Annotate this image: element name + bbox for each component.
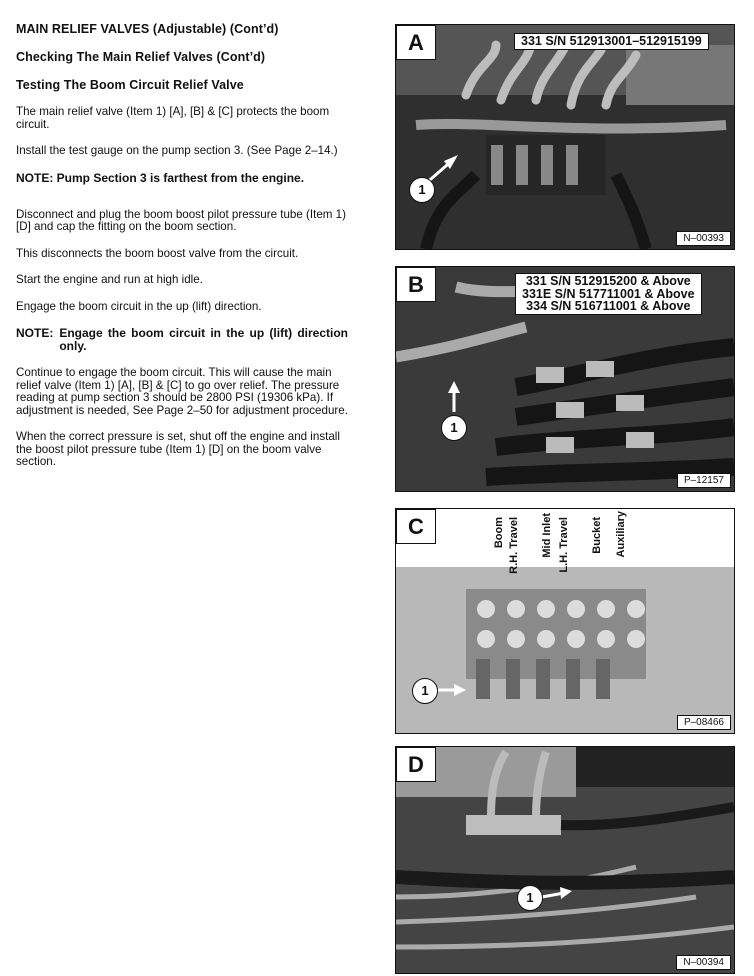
text-column [16,22,348,483]
paragraph-install-gauge: Install the test gauge on the pump section 3. (See Page 2–14.) [16,144,338,157]
note-engage-direction [16,327,348,353]
figure-b [395,266,735,492]
figure-c-label-bucket: Bucket [591,517,603,554]
figure-b-serial-334: 334 S/N 516711001 & Above [526,299,691,313]
figure-b-letter: B [396,267,436,302]
figure-a-serial: 331 S/N 512913001–512915199 [514,33,709,50]
paragraph-engage-boom: Engage the boom circuit in the up (lift) direction. [16,299,262,313]
figure-b-serial-331e: 331E S/N 517711001 & Above [522,286,695,301]
note-body: Engage the boom circuit in the up (lift) direction only. [59,326,348,353]
figure-d-code: N–00394 [676,955,731,970]
figure-b-code: P–12157 [677,473,731,488]
paragraph-install-tube: When the correct pressure is set, shut off the engine and install the boost pilot pressure tube (Item 1) [D] on the boom valve section. [16,430,340,468]
figure-c-label-mid-inlet: Mid Inlet [541,513,553,558]
figure-c-letter: C [396,509,436,544]
figure-c-callout: 1 [412,678,438,704]
note-pump-section: NOTE: Pump Section 3 is farthest from the engine. [16,170,305,185]
figure-c-label-rh-travel: R.H. Travel [508,517,520,574]
figure-a-code: N–00393 [676,231,731,246]
figure-d [395,746,735,974]
figure-b-serial-block [515,273,702,315]
figure-d-letter: D [396,747,436,782]
figure-a-letter: A [396,25,436,60]
figure-a-photo [396,25,734,249]
figure-c-label-lh-travel: L.H. Travel [558,517,570,573]
figure-c [395,508,735,734]
figure-c-label-auxiliary: Auxiliary [615,511,627,558]
figure-d-photo [396,747,734,973]
section-heading: MAIN RELIEF VALVES (Adjustable) (Cont’d) [16,22,279,36]
subsection-heading: Checking The Main Relief Valves (Cont’d) [16,50,266,64]
paragraph-disconnect-valve: This disconnects the boom boost valve from the circuit. [16,246,299,260]
paragraph-disconnect-tube: Disconnect and plug the boom boost pilot pressure tube (Item 1) [D] and cap the fitting on the boom section. [16,207,346,233]
paragraph-start-engine: Start the engine and run at high idle. [16,273,203,286]
paragraph-continue-engage: Continue to engage the boom circuit. This will cause the main relief valve (Item 1) [A], [B] & [C] to go over relief. The pressure reading at pump section 3 should be 2800 PSI (19306 kPa). If adjustment is needed, See Page 2–50 for adjustment procedure. [16,366,348,417]
figure-c-code: P–08466 [677,715,731,730]
procedure-heading: Testing The Boom Circuit Relief Valve [16,78,244,92]
figure-d-callout: 1 [517,885,543,911]
figure-b-serial-331: 331 S/N 512915200 & Above [525,274,691,288]
figure-a [395,24,735,250]
figure-a-callout: 1 [409,177,435,203]
figure-c-label-boom: Boom [493,517,505,549]
note-label: NOTE: [16,326,54,340]
figure-b-callout: 1 [441,415,467,441]
paragraph-relief-valve: The main relief valve (Item 1) [A], [B] & [C] protects the boom circuit. [16,105,330,131]
